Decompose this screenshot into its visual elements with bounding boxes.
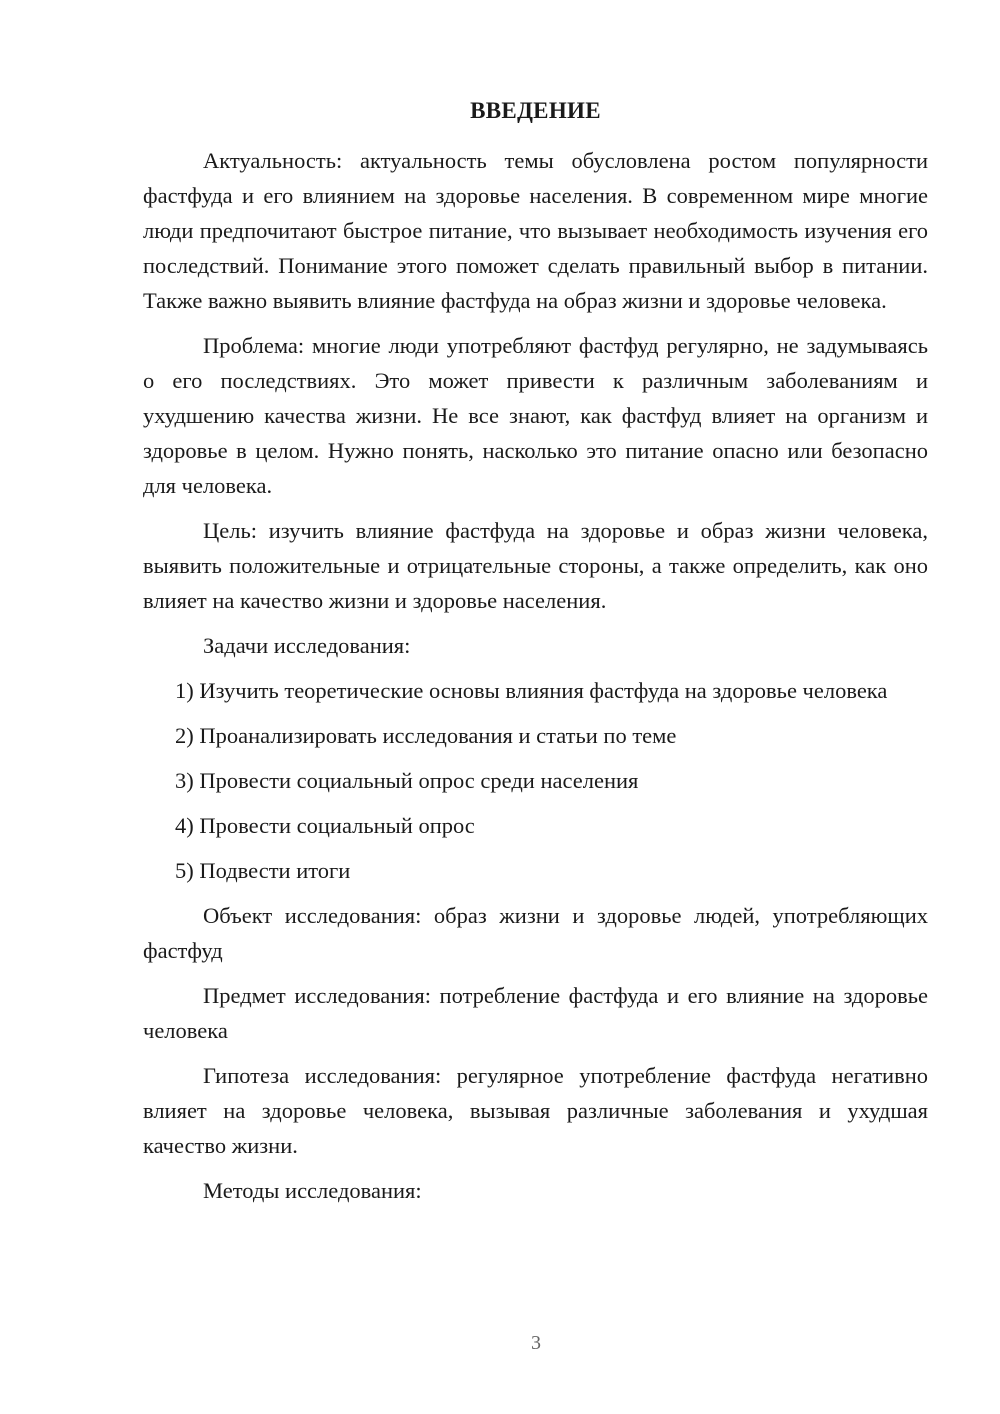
methods-heading: Методы исследования: — [203, 1178, 422, 1203]
task-item: 1) Изучить теоретические основы влияния фастфуда на здоровье человека — [175, 678, 888, 703]
tasks-heading: Задачи исследования: — [203, 633, 411, 658]
problem-paragraph: Проблема: многие люди употребляют фастфуд регулярно, не задумываясь о его последствиях. Это может привести к различным заболеваниям и ухудшению качества жизни. Не все знают, как фастфуд влияет на организм и здоровье в целом. Нужно понять, насколько это питание опасно или безопасно для человека. — [143, 333, 928, 498]
task-item: 5) Подвести итоги — [175, 858, 351, 883]
document-body — [143, 143, 928, 1218]
task-item: 4) Провести социальный опрос — [175, 813, 475, 838]
object-paragraph: Объект исследования: образ жизни и здоровье людей, употребляющих фастфуд — [143, 903, 928, 963]
page-number: 3 — [531, 1332, 541, 1354]
relevance-paragraph: Актуальность: актуальность темы обусловлена ростом популярности фастфуда и его влиянием на здоровье населения. В современном мире многие люди предпочитают быстрое питание, что вызывает необходимость изучения его последствий. Понимание этого поможет сделать правильный выбор в питании. Также важно выявить влияние фастфуда на образ жизни и здоровье человека. — [143, 148, 928, 313]
goal-paragraph: Цель: изучить влияние фастфуда на здоровье и образ жизни человека, выявить положительные и отрицательные стороны, а также определить, как оно влияет на качество жизни и здоровье населения. — [143, 518, 928, 613]
hypothesis-paragraph: Гипотеза исследования: регулярное употребление фастфуда негативно влияет на здоровье человека, вызывая различные заболевания и ухудшая качество жизни. — [143, 1063, 928, 1158]
task-item: 2) Проанализировать исследования и статьи по теме — [175, 723, 677, 748]
page-title: ВВЕДЕНИЕ — [470, 98, 601, 123]
subject-paragraph: Предмет исследования: потребление фастфуда и его влияние на здоровье человека — [143, 983, 928, 1043]
task-item: 3) Провести социальный опрос среди населения — [175, 768, 639, 793]
